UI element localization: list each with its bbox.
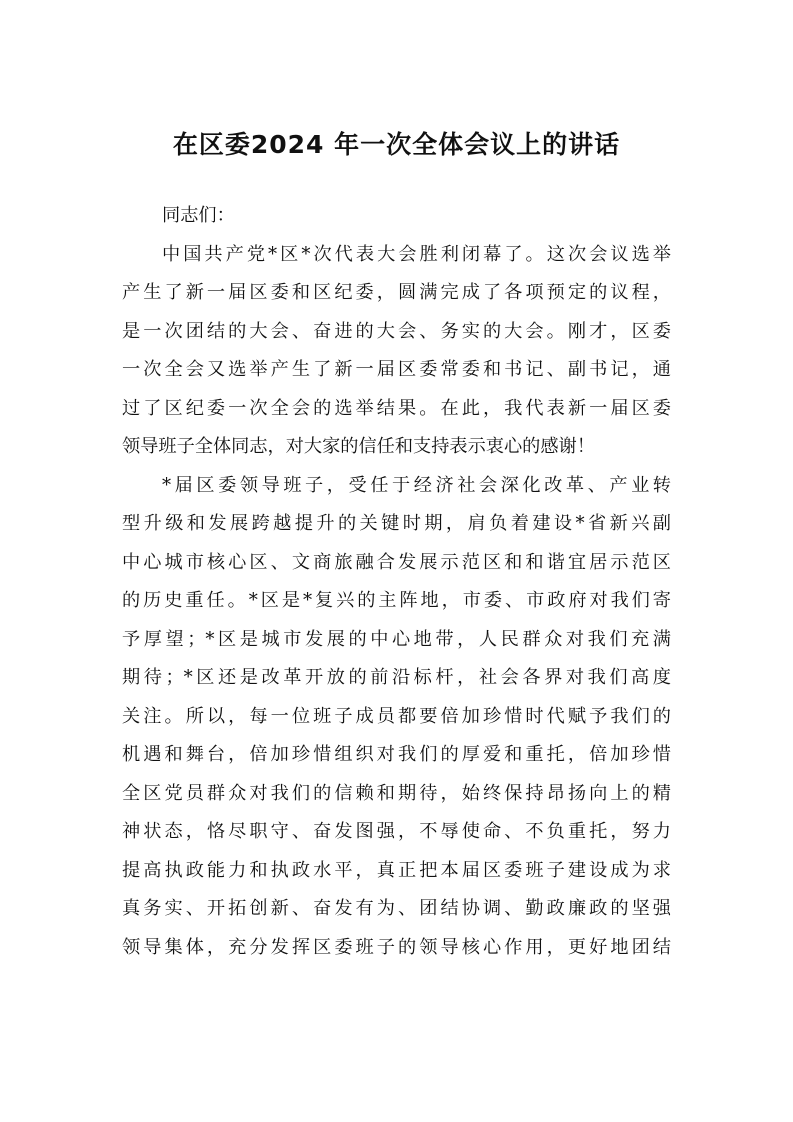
paragraph-line: 领导班子全体同志，对大家的信任和支持表示衷心的感谢！ <box>122 436 595 457</box>
paragraph-line: 是一次团结的大会、奋进的大会、务实的大会。刚才，区委 <box>122 320 671 342</box>
paragraph-line: 的历史重任。*区是*复兴的主阵地，市委、市政府对我们寄 <box>122 590 671 611</box>
paragraph-line: 关注。所以，每一位班子成员都要倍加珍惜时代赋予我们的 <box>122 705 671 727</box>
paragraph-line: 真务实、开拓创新、奋发有为、团结协调、勤政廉政的坚强 <box>122 898 671 919</box>
paragraph-line: 予厚望；*区是城市发展的中心地带，人民群众对我们充满 <box>122 628 671 650</box>
paragraph-line: 型升级和发展跨越提升的关键时期，肩负着建设*省新兴副 <box>122 513 671 534</box>
paragraph-line: 神状态，恪尽职守、奋发图强，不辱使命、不负重托，努力 <box>122 821 671 842</box>
document-title: 在区委2024 年一次全体会议上的讲话 <box>172 130 621 159</box>
paragraph-line: 全区党员群众对我们的信赖和期待，始终保持昂扬向上的精 <box>122 782 671 804</box>
paragraph-line: 产生了新一届区委和区纪委，圆满完成了各项预定的议程， <box>122 282 671 303</box>
paragraph-line: 中心城市核心区、文商旅融合发展示范区和和谐宜居示范区 <box>122 551 671 573</box>
paragraph-line: 一次全会又选举产生了新一届区委常委和书记、副书记，通 <box>122 359 671 380</box>
paragraph-line: 中国共产党*区*次代表大会胜利闭幕了。这次会议选举 <box>162 243 671 265</box>
paragraph-line: 机遇和舞台，倍加珍惜组织对我们的厚爱和重托，倍加珍惜 <box>122 744 671 765</box>
paragraph-line: 过了区纪委一次全会的选举结果。在此，我代表新一届区委 <box>122 397 671 419</box>
paragraph-line: 提高执政能力和执政水平，真正把本届区委班子建设成为求 <box>122 859 671 881</box>
paragraph-line: 领导集体，充分发挥区委班子的领导核心作用，更好地团结 <box>122 936 671 958</box>
paragraph-line: *届区委领导班子，受任于经济社会深化改革、产业转 <box>162 474 671 496</box>
document-body <box>122 197 671 967</box>
paragraph-line: 期待；*区还是改革开放的前沿标杆，社会各界对我们高度 <box>122 667 671 688</box>
salutation: 同志们： <box>162 205 235 226</box>
